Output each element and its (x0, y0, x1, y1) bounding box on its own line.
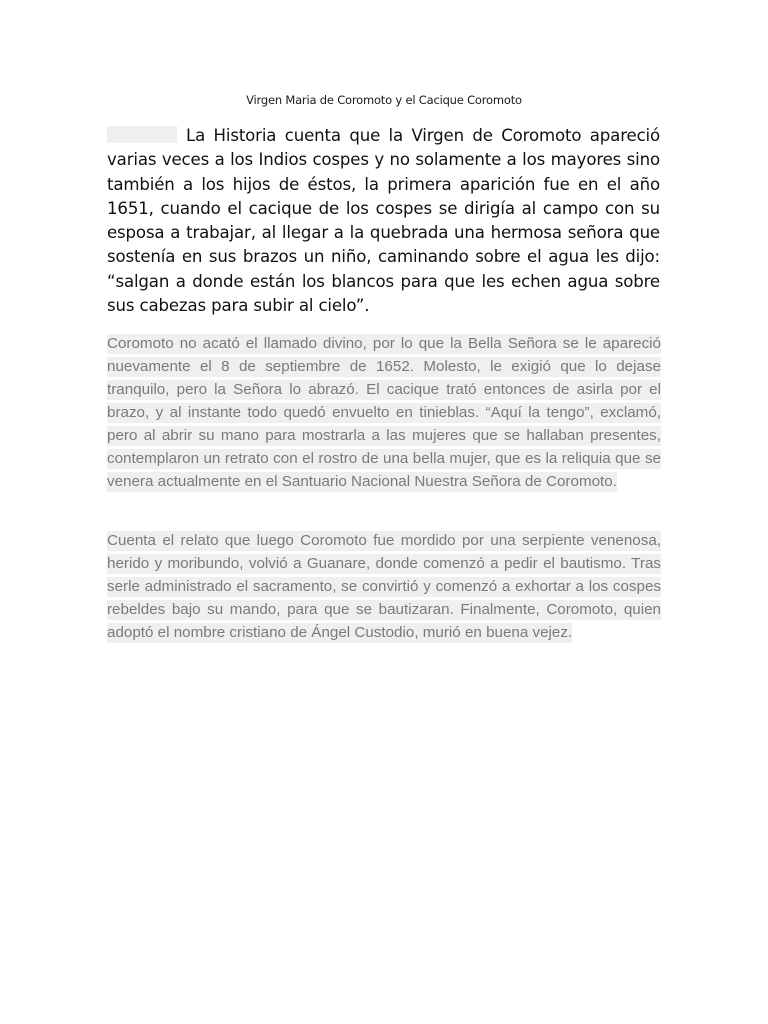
paragraph-intro-text: La Historia cuenta que la Virgen de Coromoto apareció varias veces a los Indios cospes y no solamente a los mayores sino también a los hijos de éstos, la primera aparición fue en el año 1651, cuando el cacique de los cospes se dirigía al campo con su esposa a trabajar, al llegar a la quebrada una hermosa señora que sostenía en sus brazos un niño, caminando sobre el agua les dijo: “salgan a donde están los blancos para que les echen agua sobre sus cabezas para subir al cielo”. (107, 126, 660, 316)
paragraph-third (107, 529, 661, 644)
paragraph-second (107, 332, 661, 493)
paragraph-third-text: Cuenta el relato que luego Coromoto fue mordido por una serpiente venenosa, herido y moribundo, volvió a Guanare, donde comenzó a pedir el bautismo. Tras serle administrado el sacramento, se convirtió y comenzó a exhortar a los cospes rebeldes bajo su mando, para que se bautizaran. Finalmente, Coromoto, quien adoptó el nombre cristiano de Ángel Custodio, murió en buena vejez. (107, 532, 661, 641)
paragraph-second-text: Coromoto no acató el llamado divino, por lo que la Bella Señora se le apareció nuevamente el 8 de septiembre de 1652. Molesto, le exigió que lo dejase tranquilo, pero la Señora lo abrazó. El cacique trató entonces de asirla por el brazo, y al instante todo quedó envuelto en tinieblas. “Aquí la tengo”, exclamó, pero al abrir su mano para mostrarla a las mujeres que se hallaban presentes, contemplaron un retrato con el rostro de una bella mujer, que es la reliquia que se venera actualmente en el Santuario Nacional Nuestra Señora de Coromoto. (107, 335, 661, 490)
page-title: Virgen Maria de Coromoto y el Cacique Coromoto (246, 93, 522, 107)
indent-highlight (107, 126, 177, 143)
paragraph-intro (107, 124, 660, 318)
